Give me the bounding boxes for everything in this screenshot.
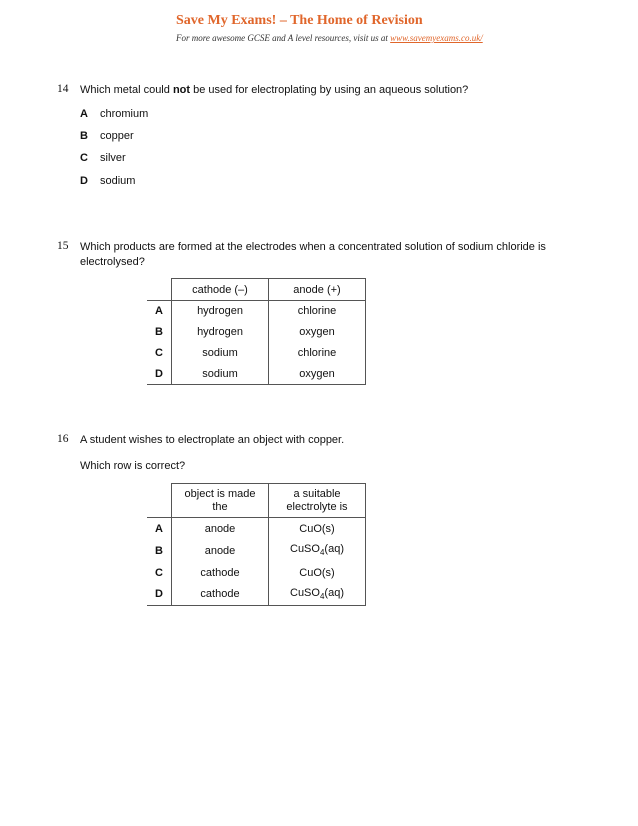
table-cell-formula: CuSO$_4$(aq) <box>269 540 366 562</box>
option-letter: A <box>80 108 88 120</box>
row-letter: B <box>147 540 172 562</box>
question-16-text: A student wishes to electroplate an object with copper. <box>80 434 345 446</box>
question-14-text-part: Which metal could <box>80 84 173 96</box>
question-15-line-1: Which products are formed at the electrodes when a concentrated solution of sodium chloride is <box>80 241 546 253</box>
header-line: electrolyte is <box>286 500 348 513</box>
table-cell: oxygen <box>269 364 366 385</box>
option-letter: B <box>80 130 88 142</box>
option-text: sodium <box>100 175 136 187</box>
question-16-number: 16 <box>57 433 69 445</box>
table-corner <box>147 484 172 518</box>
table-cell: hydrogen <box>172 322 269 343</box>
question-15-number: 15 <box>57 240 69 252</box>
question-14-number: 14 <box>57 83 69 95</box>
row-letter: C <box>147 562 172 584</box>
table-cell: cathode <box>172 562 269 584</box>
column-header <box>269 484 366 518</box>
table-cell: chlorine <box>269 343 366 364</box>
question-15-text <box>80 240 580 270</box>
table-corner <box>147 279 172 301</box>
row-letter: A <box>147 301 172 322</box>
row-letter: D <box>147 584 172 606</box>
option-letter: C <box>80 152 88 164</box>
option-letter: D <box>80 175 88 187</box>
answer-table-15 <box>147 278 366 385</box>
question-15-line-2: electrolysed? <box>80 256 145 268</box>
table-cell-formula: CuSO$_4$(aq) <box>269 584 366 606</box>
row-letter: D <box>147 364 172 385</box>
column-header <box>172 484 269 518</box>
table-cell: hydrogen <box>172 301 269 322</box>
row-letter: C <box>147 343 172 364</box>
question-16-prompt: Which row is correct? <box>80 460 186 472</box>
question-14-emphasis: not <box>172 84 191 96</box>
table-cell: sodium <box>172 364 269 385</box>
header-line: the <box>212 500 228 513</box>
table-cell: anode <box>172 518 269 540</box>
option-text: chromium <box>100 108 149 120</box>
website-link[interactable]: www.savemyexams.co.uk/ <box>390 33 483 43</box>
header-line: a suitable <box>293 487 341 500</box>
table-cell: oxygen <box>269 322 366 343</box>
table-cell: chlorine <box>269 301 366 322</box>
question-14-text <box>80 83 468 98</box>
table-cell: cathode <box>172 584 269 606</box>
column-header: cathode (–) <box>172 279 269 301</box>
table-cell: CuO(s) <box>269 562 366 584</box>
row-letter: B <box>147 322 172 343</box>
table-cell: sodium <box>172 343 269 364</box>
table-cell: anode <box>172 540 269 562</box>
option-text: copper <box>100 130 134 142</box>
header-subtitle <box>176 33 483 43</box>
table-cell: CuO(s) <box>269 518 366 540</box>
header-subtitle-text: For more awesome GCSE and A level resources, visit us at <box>176 33 391 43</box>
row-letter: A <box>147 518 172 540</box>
column-header: anode (+) <box>269 279 366 301</box>
option-text: silver <box>100 152 126 164</box>
header-line: object is made <box>184 487 256 500</box>
answer-table-16 <box>147 483 366 606</box>
question-14-text-part: be used for electroplating by using an aqueous solution? <box>190 84 469 96</box>
header-title: Save My Exams! – The Home of Revision <box>176 13 423 28</box>
